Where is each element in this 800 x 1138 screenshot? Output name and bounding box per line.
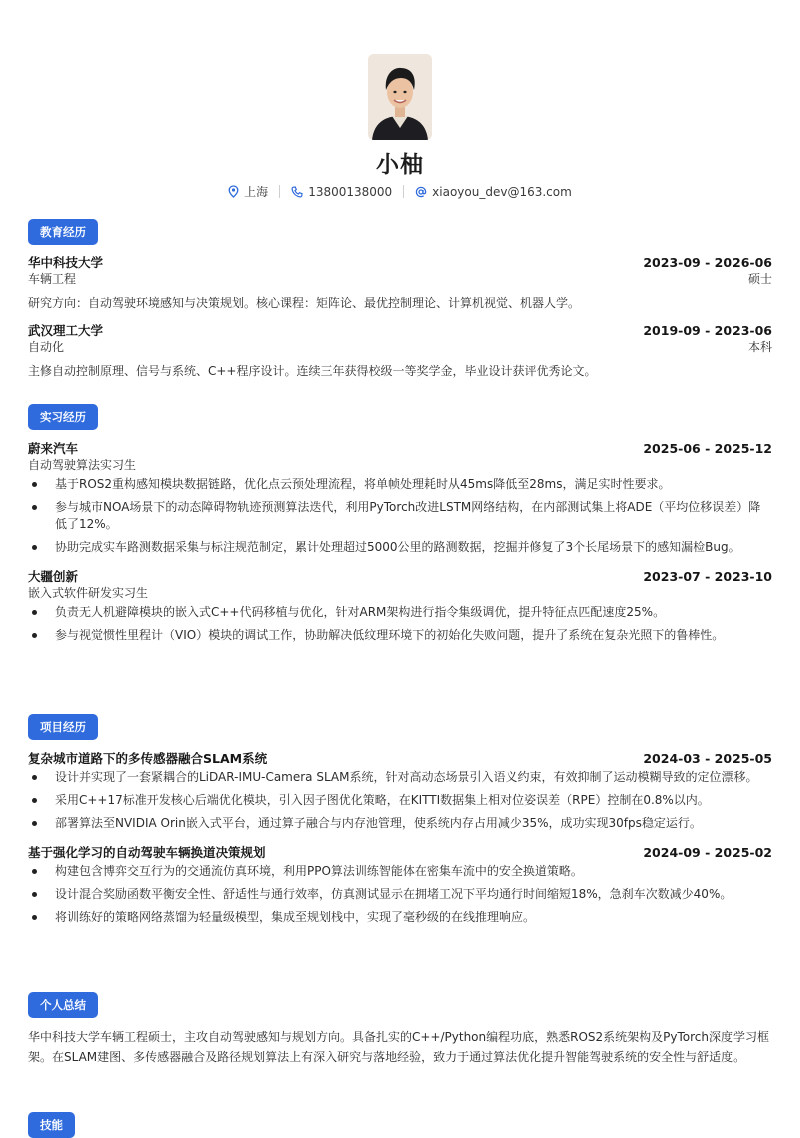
bullet-dot	[32, 482, 37, 487]
bullet-text: 参与视觉惯性里程计（VIO）模块的调试工作，协助解决低纹理环境下的初始化失败问题，提升了系统在复杂光照下的鲁棒性。	[55, 628, 725, 642]
list-item	[28, 792, 772, 809]
skills-section	[28, 1112, 772, 1138]
summary-section-title: 个人总结	[28, 992, 98, 1018]
bullet-dot	[32, 821, 37, 826]
list-item	[28, 627, 772, 644]
education-section-title: 教育经历	[28, 219, 98, 245]
bullet-text: 设计混合奖励函数平衡安全性、舒适性与通行效率，仿真测试显示在拥堵工况下平均通行时间缩短18%，急刹车次数减少40%。	[55, 887, 733, 901]
job-role: 自动驾驶算法实习生	[28, 458, 137, 472]
project-name: 基于强化学习的自动驾驶车辆换道决策规划	[28, 845, 266, 860]
skills-section-title: 技能	[28, 1112, 75, 1138]
bullet-text: 设计并实现了一套紧耦合的LiDAR-IMU-Camera SLAM系统，针对高动态场景引入语义约束，有效抑制了运动模糊导致的定位漂移。	[55, 770, 758, 784]
bullet-dot	[32, 798, 37, 803]
bullet-text: 部署算法至NVIDIA Orin嵌入式平台，通过算子融合与内存池管理，使系统内存占用减少35%，成功实现30fps稳定运行。	[55, 816, 702, 830]
list-item	[28, 886, 772, 903]
bullet-dot	[32, 869, 37, 874]
project-entry	[28, 844, 772, 926]
education-date: 2023-09 - 2026-06	[643, 255, 772, 270]
company-name: 大疆创新	[28, 569, 79, 584]
summary-text: 华中科技大学车辆工程硕士，主攻自动驾驶感知与规划方向。具备扎实的C++/Python编程功底，熟悉ROS2系统架构及PyTorch深度学习框架。在SLAM建图、多传感器融合及路径规划算法上有深入研究与落地经验，致力于通过算法优化提升智能驾驶系统的安全性与舒适度。	[28, 1030, 770, 1064]
internship-section	[28, 404, 772, 650]
bullet-text: 参与城市NOA场景下的动态障碍物轨迹预测算法迭代，利用PyTorch改进LSTM网络结构，在内部测试集上将ADE（平均位移误差）降低了12%。	[55, 500, 761, 531]
project-date: 2024-03 - 2025-05	[643, 751, 772, 766]
contact-email	[415, 185, 572, 199]
projects-section-title: 项目经历	[28, 714, 98, 740]
project-name: 复杂城市道路下的多传感器融合SLAM系统	[28, 751, 268, 766]
internship-bullets	[28, 604, 772, 644]
phone-text: 13800138000	[308, 184, 393, 199]
list-item	[28, 539, 772, 556]
internship-bullets	[28, 476, 772, 556]
bullet-text: 将训练好的策略网络蒸馏为轻量级模型，集成至规划栈中，实现了毫秒级的在线推理响应。	[55, 910, 536, 924]
major: 自动化	[28, 340, 65, 354]
project-date: 2024-09 - 2025-02	[643, 845, 772, 860]
list-item	[28, 769, 772, 786]
bullet-dot	[32, 892, 37, 897]
list-item	[28, 863, 772, 880]
profile-photo	[368, 54, 432, 140]
list-item	[28, 604, 772, 621]
bullet-dot	[32, 633, 37, 638]
internship-entry	[28, 568, 772, 644]
school-name: 华中科技大学	[28, 255, 104, 270]
contact-divider	[403, 185, 404, 198]
education-section	[28, 219, 772, 381]
major: 车辆工程	[28, 272, 77, 286]
bullet-text: 负责无人机避障模块的嵌入式C++代码移植与优化，针对ARM架构进行指令集级调优，提升特征点匹配速度25%。	[55, 605, 666, 619]
education-description: 主修自动控制原理、信号与系统、C++程序设计。连续三年获得校级一等奖学金，毕业设计获评优秀论文。	[28, 364, 597, 378]
contact-phone	[291, 185, 392, 199]
project-bullets	[28, 769, 772, 832]
list-item	[28, 815, 772, 832]
bullet-dot	[32, 610, 37, 615]
candidate-name: 小柚	[376, 152, 424, 178]
bullet-text: 构建包含博弈交互行为的交通流仿真环境，利用PPO算法训练智能体在密集车流中的安全换道策略。	[55, 864, 583, 878]
internship-date: 2023-07 - 2023-10	[643, 569, 772, 584]
bullet-dot	[32, 915, 37, 920]
education-date: 2019-09 - 2023-06	[643, 323, 772, 338]
education-description: 研究方向：自动驾驶环境感知与决策规划。核心课程：矩阵论、最优控制理论、计算机视觉、机器人学。	[28, 296, 581, 310]
degree: 本科	[747, 340, 772, 354]
summary-section	[28, 992, 772, 1067]
degree: 硕士	[747, 272, 772, 286]
bullet-text: 协助完成实车路测数据采集与标注规范制定，累计处理超过5000公里的路测数据，挖掘并修复了3个长尾场景下的感知漏检Bug。	[55, 540, 741, 554]
bullet-dot	[32, 545, 37, 550]
contact-bar	[0, 183, 800, 200]
school-name: 武汉理工大学	[28, 323, 104, 338]
list-item	[28, 499, 772, 533]
bullet-dot	[32, 775, 37, 780]
email-text: xiaoyou_dev@163.com	[432, 184, 572, 199]
project-bullets	[28, 863, 772, 926]
list-item	[28, 909, 772, 926]
bullet-dot	[32, 505, 37, 510]
education-entry	[28, 254, 772, 313]
phone-icon	[291, 186, 303, 198]
list-item	[28, 476, 772, 493]
education-entry	[28, 322, 772, 381]
location-pin-icon	[228, 185, 239, 198]
contact-divider	[279, 185, 280, 198]
at-sign-icon	[415, 186, 427, 198]
company-name: 蔚来汽车	[28, 441, 79, 456]
internship-entry	[28, 440, 772, 556]
projects-section	[28, 714, 772, 932]
location-text: 上海	[244, 185, 269, 199]
internship-date: 2025-06 - 2025-12	[643, 441, 772, 456]
internship-section-title: 实习经历	[28, 404, 98, 430]
bullet-text: 基于ROS2重构感知模块数据链路，优化点云预处理流程，将单帧处理耗时从45ms降低至28ms，满足实时性要求。	[55, 477, 671, 491]
project-entry	[28, 750, 772, 832]
job-role: 嵌入式软件研发实习生	[28, 586, 149, 600]
contact-location	[228, 183, 268, 200]
bullet-text: 采用C++17标准开发核心后端优化模块，引入因子图优化策略，在KITTI数据集上相对位姿误差（RPE）控制在0.8%以内。	[55, 793, 710, 807]
